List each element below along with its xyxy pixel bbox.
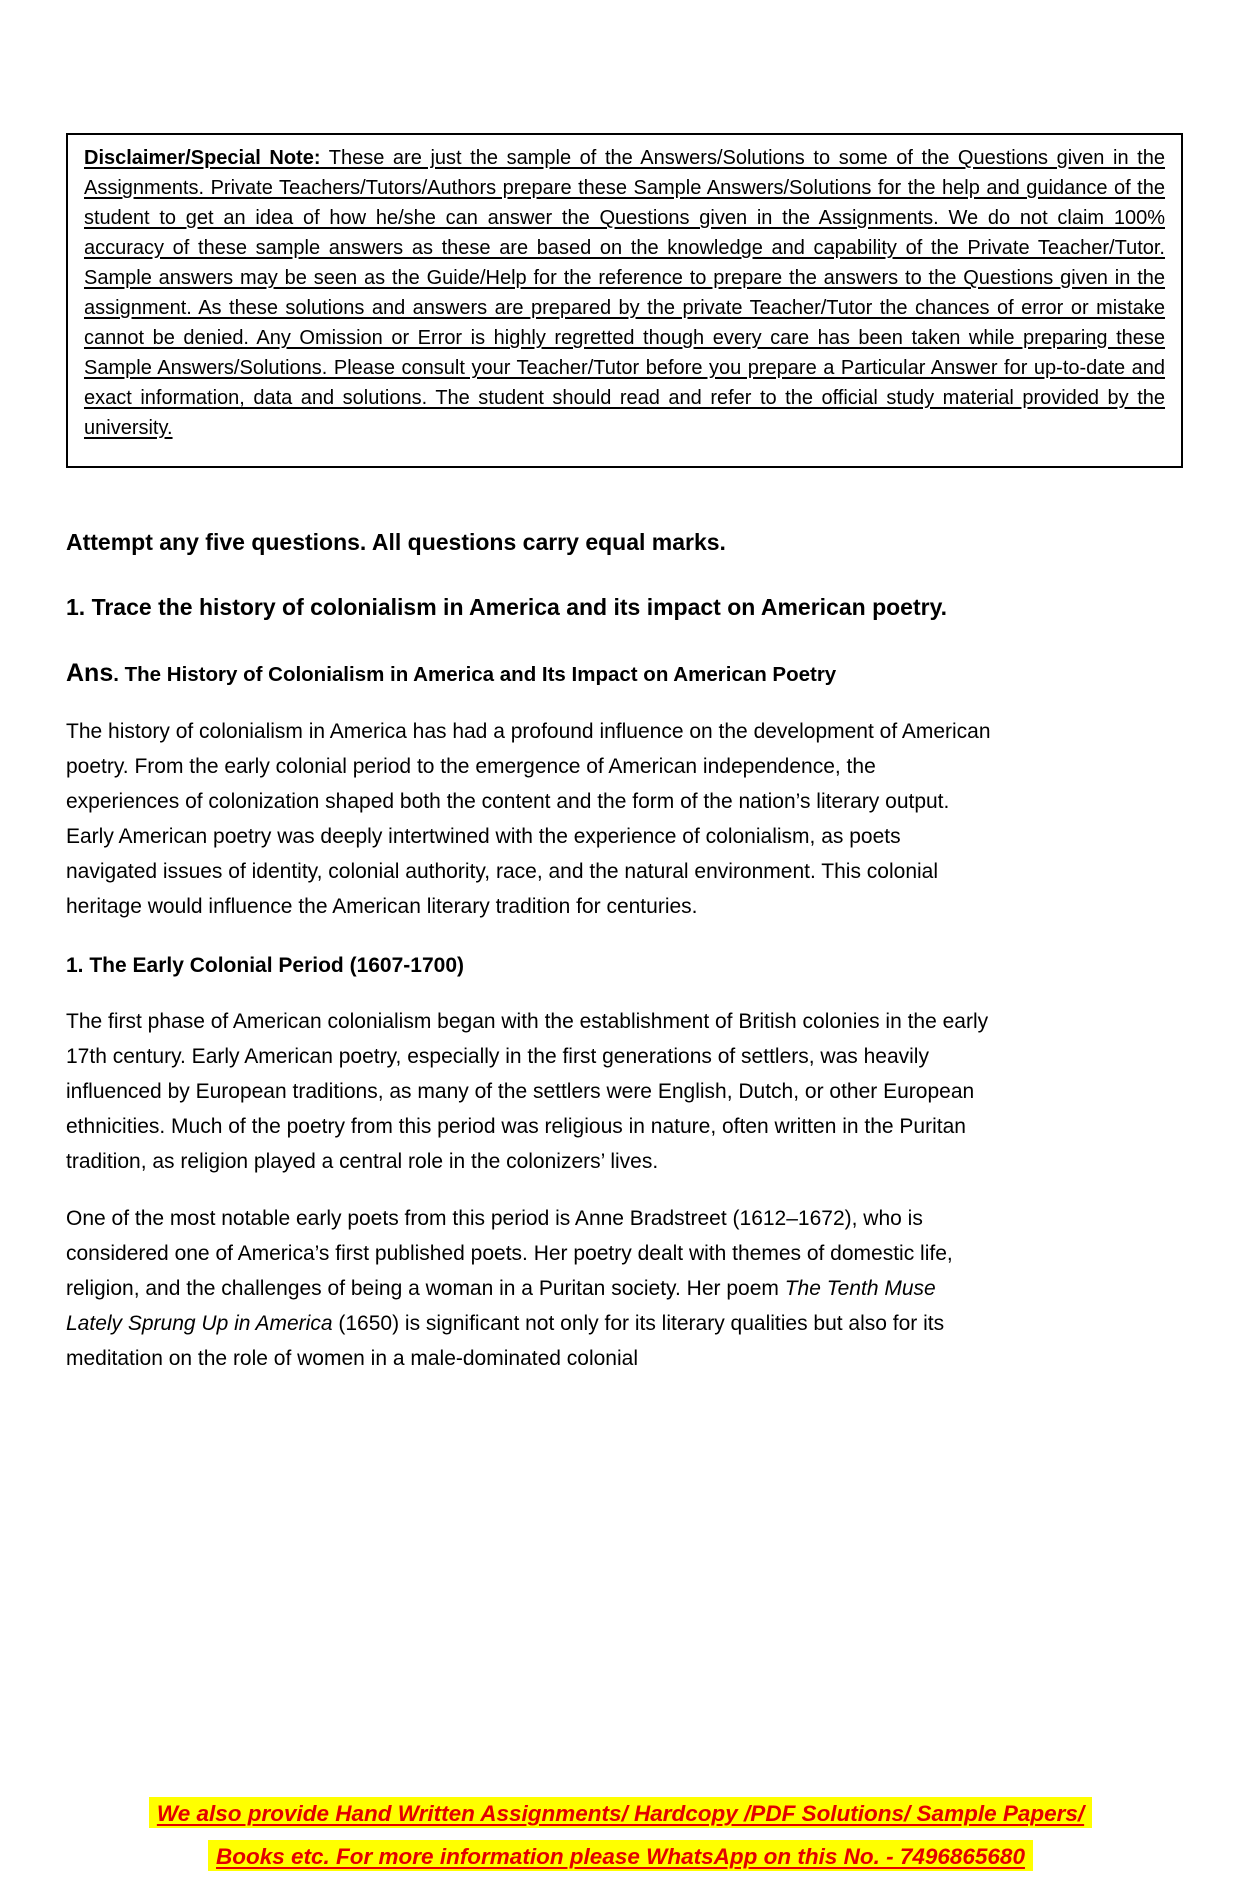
promo-footer (0, 1794, 1241, 1880)
section-1-heading: 1. The Early Colonial Period (1607-1700) (66, 954, 464, 977)
question-1-heading: 1. Trace the history of colonialism in America and its impact on American poetry. (66, 594, 948, 620)
book-title-italic: The Tenth Muse Lately Sprung Up in America (66, 1277, 936, 1335)
promo-line-1: We also provide Hand Written Assignments/ Hardcopy /PDF Solutions/ Sample Papers/ (149, 1797, 1092, 1828)
paragraph-3-text-before: One of the most notable early poets from this period is Anne Bradstreet (1612–1672), who is considered one of America’s first published poets. Her poetry dealt with themes of domestic life, religion, and the challenges of being a woman in a Puritan society. Her poem (66, 1207, 953, 1300)
disclaimer-box (66, 133, 1183, 468)
answer-label: Ans (66, 659, 114, 687)
answer-paragraph-2: The first phase of American colonialism began with the establishment of British colonies in the early 17th century. Early American poetry, especially in the first generations of settlers, was heavily influenced by European traditions, as many of the settlers were English, Dutch, or other European ethnicities. Much of the poetry from this period was religious in nature, often written in the Puritan tradition, as religion played a central role in the colonizers’ lives. (66, 1010, 989, 1173)
answer-heading (66, 656, 1121, 692)
answer-title: . The History of Colonialism in America and Its Impact on American Poetry (113, 663, 837, 686)
disclaimer-text (84, 143, 1165, 443)
disclaimer-body: These are just the sample of the Answers/Solutions to some of the Questions given in the Assignments. Private Teachers/Tutors/Authors prepare these Sample Answers/Solutions for the help and guidance of the student to get an idea of how he/she can answer the Questions given in the Assignments. We do not claim 100% accuracy of these sample answers as these are based on the knowledge and capability of the Private Teacher/Tutor. Sample answers may be seen as the Guide/Help for the reference to prepare the answers to the Questions given in the assignment. As these solutions and answers are prepared by the private Teacher/Tutor the chances of error or mistake cannot be denied. Any Omission or Error is highly regretted though every care has been taken while preparing these Sample Answers/Solutions. Please consult your Teacher/Tutor before you prepare a Particular Answer for up-to-date and exact information, data and solutions. The student should read and refer to the official study material provided by the university. (84, 147, 1165, 439)
disclaimer-label: Disclaimer/Special Note: (84, 147, 321, 169)
answer-paragraph-1: The history of colonialism in America has had a profound influence on the development of American poetry. From the early colonial period to the emergence of American independence, the experiences of colonization shaped both the content and the form of the nation’s literary output. Early American poetry was deeply intertwined with the experience of colonialism, as poets navigated issues of identity, colonial authority, race, and the natural environment. This colonial heritage would influence the American literary tradition for centuries. (66, 720, 991, 918)
document-page (0, 133, 1241, 1888)
paragraph-3-text-after: (1650) is significant not only for its literary qualities but also for its meditation on the role of women in a male-dominated colonial (66, 1312, 945, 1370)
instruction-heading: Attempt any five questions. All questions carry equal marks. (66, 529, 726, 555)
answer-paragraph-3 (66, 1201, 991, 1376)
promo-line-2: Books etc. For more information please WhatsApp on this No. - 7496865680 (208, 1840, 1033, 1871)
